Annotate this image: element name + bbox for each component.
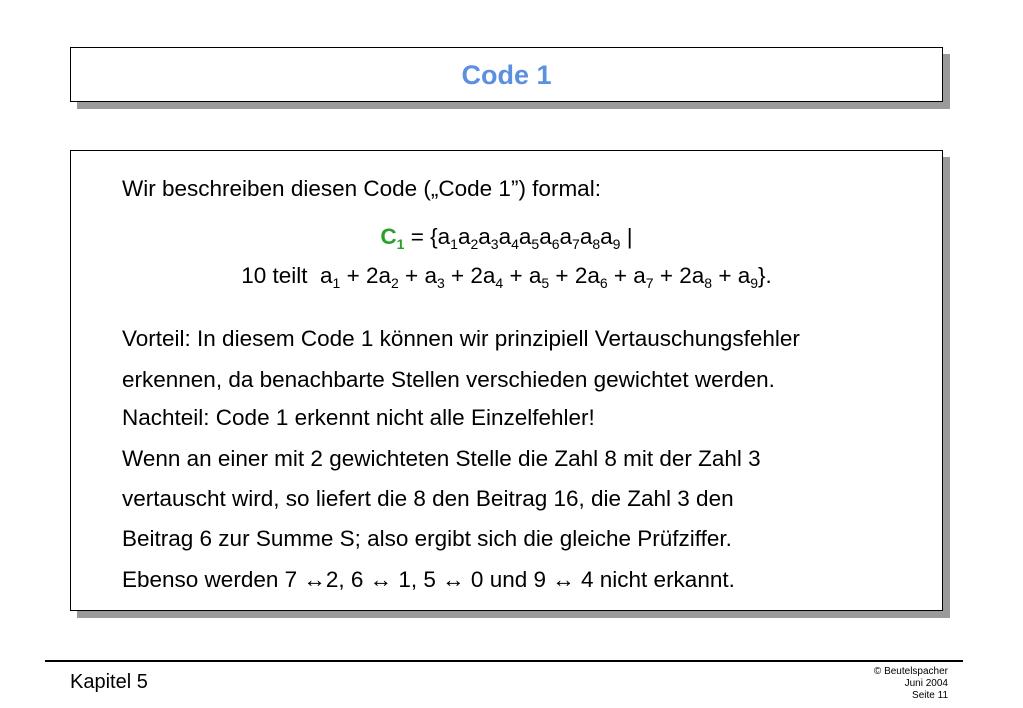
formula-condition-prefix: 10 teilt bbox=[241, 263, 308, 288]
paragraph-line: Vorteil: In diesem Code 1 können wir prinzipiell Vertauschungsfehler bbox=[122, 326, 800, 351]
codeword-sequence bbox=[437, 224, 621, 252]
sum-term: + $a_7$ bbox=[607, 263, 654, 291]
paragraph-line: Beitrag 6 zur Summe S; also ergibt sich die gleiche Prüfziffer. bbox=[122, 526, 732, 551]
sum-term: + $2a_2$ bbox=[340, 263, 399, 291]
codeword-digit: $a_9$ bbox=[600, 224, 621, 252]
intro-text: Wir beschreiben diesen Code („Code 1”) formal: bbox=[122, 176, 601, 201]
codeword-digit: $a_7$ bbox=[559, 224, 580, 252]
footer-meta bbox=[874, 666, 948, 702]
content-box bbox=[70, 150, 943, 611]
paragraph-line: vertauscht wird, so liefert die 8 den Beitrag 16, die Zahl 3 den bbox=[122, 486, 734, 511]
footer-divider bbox=[45, 660, 963, 662]
formula-bar: | bbox=[626, 224, 633, 249]
weighted-sum bbox=[320, 263, 759, 291]
formula-line-2 bbox=[71, 263, 942, 291]
sum-term: $a_1$ bbox=[320, 263, 341, 291]
title-box bbox=[70, 47, 943, 102]
sum-term: + $2a_8$ bbox=[653, 263, 713, 291]
paragraph-line: Ebenso werden 7 ↔2, 6 ↔ 1, 5 ↔ 0 und 9 ↔ 4 nicht erkannt. bbox=[122, 567, 735, 592]
formula-set-open: = { bbox=[404, 224, 438, 249]
footer-date: Juni 2004 bbox=[904, 678, 948, 689]
footer-page: Seite 11 bbox=[912, 690, 948, 701]
code-symbol: $C_1$ bbox=[380, 224, 405, 252]
footer-copyright: © Beutelspacher bbox=[873, 666, 948, 677]
codeword-digit: $a_5$ bbox=[518, 224, 540, 252]
sum-term: + $a_9$ bbox=[712, 263, 759, 291]
codeword-digit: $a_1$ bbox=[437, 224, 458, 252]
formula-set-close: }. bbox=[758, 263, 772, 288]
codeword-digit: $a_6$ bbox=[539, 224, 560, 252]
codeword-digit: $a_3$ bbox=[478, 224, 499, 252]
sum-term: + $a_3$ bbox=[398, 263, 445, 291]
paragraph-line: erkennen, da benachbarte Stellen verschieden gewichtet werden. bbox=[122, 367, 775, 392]
slide-title: Code 1 bbox=[461, 60, 552, 90]
paragraph-line: Wenn an einer mit 2 gewichteten Stelle die Zahl 8 mit der Zahl 3 bbox=[122, 446, 761, 471]
sum-term: + $2a_4$ bbox=[444, 263, 504, 291]
formula-line-1 bbox=[71, 224, 942, 252]
footer-chapter: Kapitel 5 bbox=[70, 671, 148, 693]
sum-term: + $2a_6$ bbox=[549, 263, 608, 291]
codeword-digit: $a_2$ bbox=[457, 224, 479, 252]
codeword-digit: $a_8$ bbox=[579, 224, 601, 252]
paragraph-line: Nachteil: Code 1 erkennt nicht alle Einzelfehler! bbox=[122, 405, 595, 430]
codeword-digit: $a_4$ bbox=[498, 224, 519, 252]
sum-term: + $a_5$ bbox=[503, 263, 550, 291]
